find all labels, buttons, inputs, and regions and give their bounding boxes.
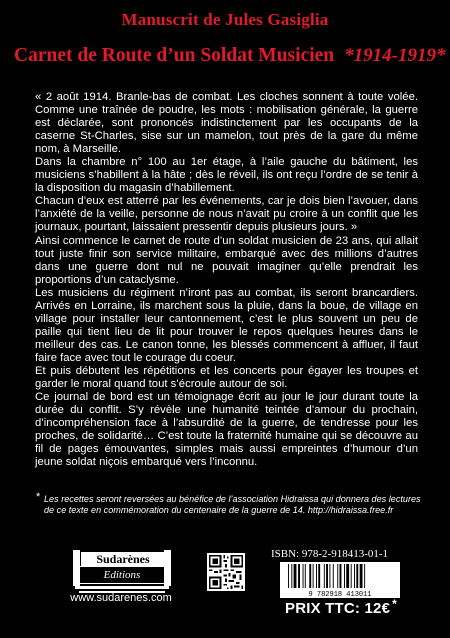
logo-name: Sudarènes — [81, 552, 165, 566]
price-label: PRIX TTC: 12€ — [285, 600, 391, 617]
qr-code-icon — [207, 553, 245, 591]
price-asterisk: * — [392, 597, 397, 611]
barcode-bar — [305, 564, 306, 588]
barcode-bar — [329, 564, 330, 588]
book-title-text: Carnet de Route d’un Soldat Musicien — [14, 45, 335, 66]
barcode-bar — [340, 564, 342, 588]
barcode-bar — [354, 564, 355, 588]
footnote-text: Les recettes seront reversées au bénéfice de l’association Hidraissa qui donnera des lectures de ce texte en commémoration du centenaire de la guerre de 14. http://hidraissa.free.fr — [44, 494, 421, 516]
barcode-bar — [344, 564, 345, 588]
barcode-icon — [280, 562, 400, 598]
paragraph: Dans la chambre n° 100 au 1er étage, à l’aile gauche du bâtiment, les musiciens s’habillent à la hâte ; dès le réveil, ils ont reçu l’ordre de se tenir à la disposition du magasin d’habillement. — [35, 156, 418, 195]
barcode-bar — [326, 564, 328, 588]
price — [285, 597, 397, 617]
barcode-bar — [324, 564, 325, 588]
barcode-bar — [294, 564, 297, 588]
paragraph: « 2 août 1914. Branle-bas de combat. Les cloches sonnent à toute volée. Comme une traînée de poudre, les mots : mobilisation générale, la guerre est déclarée, sont prononcés indistinctement par les occupants de la caserne St-Charles, sise sur un mamelon, tout près de la gare du même nom, à Marseille. — [35, 91, 418, 156]
footnote-star: * — [36, 491, 41, 503]
barcode-bar — [303, 564, 304, 588]
paragraph: Et puis débutent les répétitions et les concerts pour égayer les troupes et garder le moral quand tout s’écroule autour de soi. — [35, 364, 418, 391]
barcode-bar — [356, 564, 358, 588]
publisher-website: www.sudarenes.com — [70, 592, 172, 604]
footnote — [36, 491, 422, 516]
barcode-bar — [313, 564, 314, 588]
back-cover-text — [35, 91, 418, 469]
barcode-bar — [333, 564, 334, 588]
barcode-bar — [364, 564, 365, 588]
isbn-label: ISBN: 978-2-918413-01-1 — [271, 548, 389, 560]
barcode-bar — [337, 564, 338, 588]
barcode-bar — [360, 564, 363, 588]
barcode-bar — [346, 564, 349, 588]
paragraph: Ainsi commence le carnet de route d’un soldat musicien de 23 ans, qui allait tout juste finir son service militaire, embarqué avec des millions d’autres dans une guerre dont nul ne pouvait imaginer qu’elle prendrait les proportions d’un cataclysme. — [35, 234, 418, 286]
book-years: *1914-1919* — [344, 45, 446, 66]
barcode-bar — [309, 564, 311, 588]
barcode-bar — [288, 564, 289, 588]
paragraph: Chacun d’eux est atterré par les événements, car je dois bien l’avouer, dans l’anxiété de la veille, personne de nous n’avait pu croire à un conflit que les journaux, pourtant, laissaient pressentir depuis plusieurs jours. » — [35, 195, 418, 234]
barcode-bar — [316, 564, 317, 588]
paragraph: Ce journal de bord est un témoignage écrit au jour le jour durant toute la durée du conflit. S’y révèle une humanité teintée d’amour du prochain, d’incompréhension face à l’absurdité de la guerre, de tendresse pour les proches, de solidarité… C’est toute la fraternité humaine qui se découvre au fil de pages émouvantes, simples mais aussi empreintes d’humour d’un jeune soldat niçois embarqué vers l’inconnu. — [35, 391, 418, 469]
barcode-bar — [351, 564, 352, 588]
publisher-logo — [73, 550, 171, 596]
paragraph: Les musiciens du régiment n’iront pas au combat, ils seront brancardiers. Arrivés en Lorraine, ils marchent sous la pluie, dans la boue, de village en village pour installer leur cantonnement, c’est le plus souvent un peu de paille qui tient lieu de lit pour trouver le repos quelques heures dans le meilleur des cas. Le canon tonne, les blessés commencent à affluer, il faut faire face avec tout le courage du coeur. — [35, 286, 418, 364]
logo-editions: Editions — [73, 566, 171, 584]
barcode-bar — [298, 564, 300, 588]
barcode-digits: 9 782918 413011 — [308, 591, 372, 598]
barcode-bar — [291, 564, 292, 588]
barcode-bar — [318, 564, 320, 588]
book-subtitle: Manuscrit de Jules Gasiglia — [121, 10, 329, 29]
book-title — [14, 45, 446, 67]
